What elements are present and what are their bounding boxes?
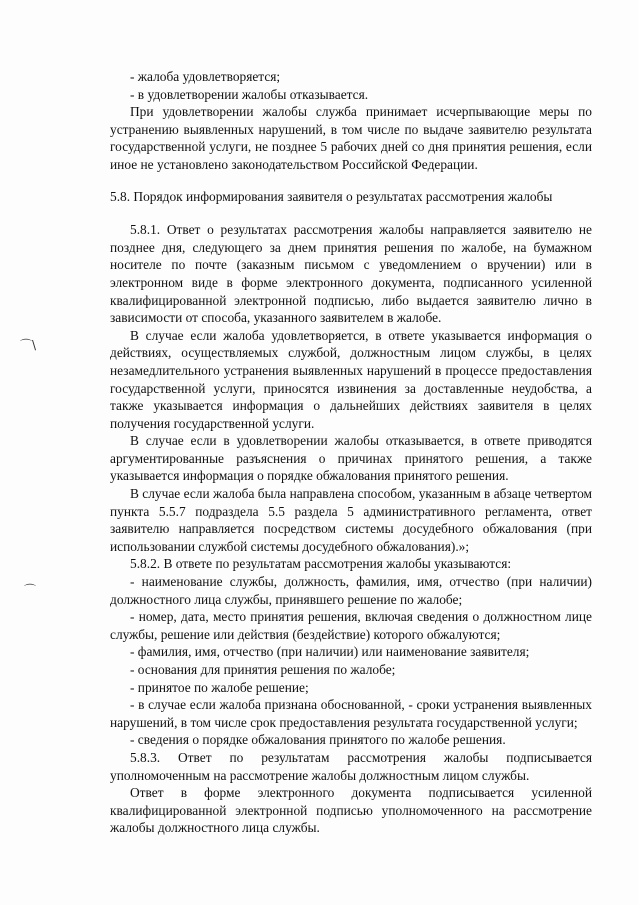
paragraph-5-8-1: 5.8.1. Ответ о результатах рассмотрения жалобы направляется заявителю не позднее дня, следующего за днем принятия решения по жалобе, на бумажном носителе по почте (заказным письмом с уведомлением о вручении) или в электронном виде в форме электронного документа, подписанного усиленной квалифицированной электронной подписью, либо выдается заявителю лично в зависимости от способа, указанного заявителем в жалобе. xyxy=(110,222,592,326)
list-item: - жалоба удовлетворяется; xyxy=(130,69,281,84)
list-item: - сведения о порядке обжалования принятого по жалобе решения. xyxy=(130,732,506,748)
margin-mark-lower: ⌒ xyxy=(24,583,37,597)
section-heading: 5.8. Порядок информирования заявителя о результатах рассмотрения жалобы xyxy=(110,188,553,204)
paragraph-method: В случае если жалоба была направлена способом, указанным в абзаце четвертом пункта 5.5.7 подраздела 5.5 раздела 5 административного регламента, ответ заявителю направляется посредством системы досудебного обжалования (при использовании службой системы досудебного обжалования).»; xyxy=(110,486,592,554)
list-item: - номер, дата, место принятия решения, включая сведения о должностном лице службы, решение или действия (бездействие) которого обжалуются; xyxy=(110,609,592,642)
list-item: - основания для принятия решения по жалобе; xyxy=(130,662,396,677)
paragraph-5-8-2: 5.8.2. В ответе по результатам рассмотрения жалобы указываются: xyxy=(130,556,512,572)
paragraph-5-8-3: 5.8.3. Ответ по результатам рассмотрения жалобы подписывается уполномоченным на рассмотрение жалобы должностным лицом службы. xyxy=(110,749,592,783)
paragraph-refused: В случае если в удовлетворении жалобы отказывается, в ответе приводятся аргументированные разъяснения о причинах принятого решения, а также указывается информация о порядке обжалования принятого решения. xyxy=(110,433,592,484)
paragraph-remedy: При удовлетворении жалобы служба принимает исчерпывающие меры по устранению выявленных нарушений, в том числе по выдаче заявителю результата государственной услуги, не позднее 5 рабочих дней со дня принятия решения, если иное не установлено законодательством Российской Федерации. xyxy=(110,104,592,172)
margin-mark-upper: ⌒\ xyxy=(20,338,37,352)
paragraph-electronic: Ответ в форме электронного документа подписывается усиленной квалифицированной электронной подписью уполномоченного на рассмотрение жалобы должностного лица службы. xyxy=(110,785,592,836)
list-item: - фамилия, имя, отчество (при наличии) или наименование заявителя; xyxy=(130,644,530,660)
document-body xyxy=(110,68,592,837)
list-item: - в удовлетворении жалобы отказывается. xyxy=(130,86,369,102)
list-item: - в случае если жалоба признана обоснованной, - сроки устранения выявленных нарушений, в том числе срок предоставления результата государственной услуги; xyxy=(110,697,592,730)
list-item: - наименование службы, должность, фамилия, имя, отчество (при наличии) должностного лица службы, принявшего решение по жалобе; xyxy=(110,574,592,607)
list-item: - принятое по жалобе решение; xyxy=(130,679,309,695)
paragraph-satisfied: В случае если жалоба удовлетворяется, в ответе указывается информация о действиях, осуществляемых службой, должностным лицом службы, в целях незамедлительного устранения выявленных нарушений в процессе предоставления государственной услуги, приносятся извинения за доставленные неудобства, а также указывается информация о дальнейших действиях заявителя в целях получения государственной услуги. xyxy=(110,327,592,431)
